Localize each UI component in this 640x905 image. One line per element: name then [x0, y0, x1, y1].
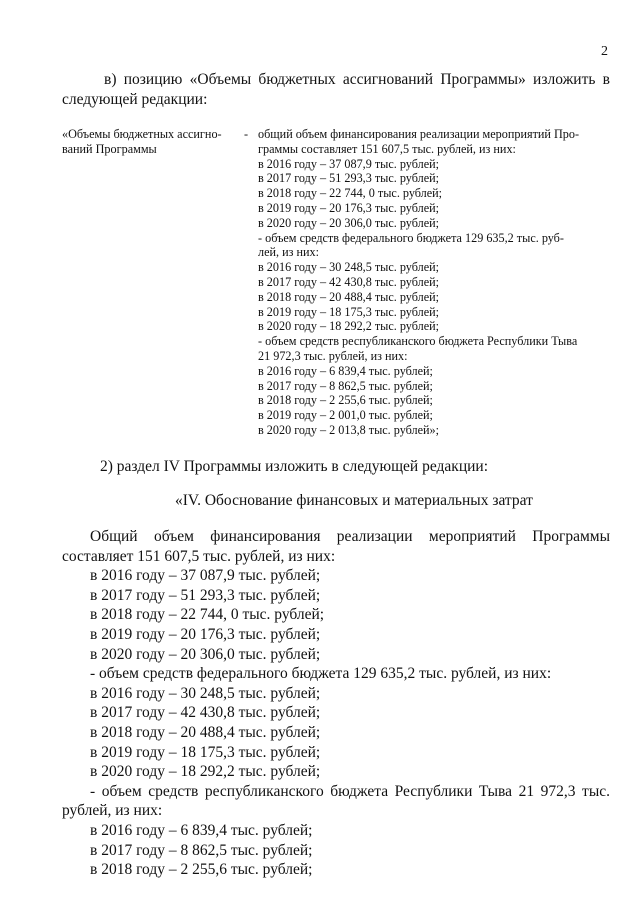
body-line: - объем средств федерального бюджета 129 635,2 тыс. рублей, из них: — [90, 665, 552, 683]
table-line: в 2017 году – 51 293,3 тыс. рублей; — [258, 171, 440, 186]
table-line: в 2019 году – 18 175,3 тыс. рублей; — [258, 304, 440, 319]
table-right-cell — [258, 127, 618, 438]
page-number: 2 — [601, 44, 608, 59]
table-dash: - — [244, 127, 249, 141]
table-line: - объем средств республиканского бюджета Республики Тыва — [258, 334, 578, 349]
body-line: в 2017 году – 8 862,5 тыс. рублей; — [90, 841, 313, 859]
table-line: в 2017 году – 42 430,8 тыс. рублей; — [258, 274, 440, 289]
body-line: в 2018 году – 20 488,4 тыс. рублей; — [90, 723, 321, 741]
body-first-paragraph: Общий объем финансирования реализации мероприятий Программы составляет 151 607,5 тыс. рублей, из них: — [62, 528, 610, 565]
body-line: в 2016 году – 6 839,4 тыс. рублей; — [90, 821, 313, 839]
table-line: в 2016 году – 37 087,9 тыс. рублей; — [258, 156, 440, 171]
table-line: в 2018 году – 20 488,4 тыс. рублей; — [258, 289, 440, 304]
table-line: в 2019 году – 20 176,3 тыс. рублей; — [258, 200, 440, 215]
section-instruction: 2) раздел IV Программы изложить в следующей редакции: — [100, 458, 489, 475]
section-heading: «IV. Обоснование финансовых и материальных затрат — [175, 492, 533, 509]
body-line: в 2019 году – 18 175,3 тыс. рублей; — [90, 743, 321, 761]
table-line: в 2016 году – 6 839,4 тыс. рублей; — [258, 363, 433, 378]
body-line: в 2016 году – 37 087,9 тыс. рублей; — [90, 567, 321, 585]
body-line: в 2017 году – 51 293,3 тыс. рублей; — [90, 586, 321, 604]
table-left-label: «Объемы бюджетных ассигно-ваний Программы — [62, 127, 222, 156]
table-line: лей, из них: — [258, 245, 320, 260]
table-line: в 2019 году – 2 001,0 тыс. рублей; — [258, 408, 433, 423]
table-line: граммы составляет 151 607,5 тыс. рублей, из них: — [258, 141, 516, 156]
body-line: в 2020 году – 18 292,2 тыс. рублей; — [90, 763, 321, 781]
table-line: общий объем финансирования реализации мероприятий Про- — [258, 127, 580, 141]
table-line: в 2018 году – 2 255,6 тыс. рублей; — [258, 393, 433, 408]
body-line: в 2018 году – 22 744, 0 тыс. рублей; — [90, 606, 325, 624]
table-line: в 2020 году – 20 306,0 тыс. рублей; — [258, 215, 440, 230]
section-body — [62, 527, 610, 880]
body-republic-paragraph: - объем средств республиканского бюджета Республики Тыва 21 972,3 тыс. рублей, из них: — [62, 782, 610, 820]
body-line: в 2016 году – 30 248,5 тыс. рублей; — [90, 684, 321, 702]
table-line: в 2018 году – 22 744, 0 тыс. рублей; — [258, 186, 443, 201]
body-line: в 2018 году – 2 255,6 тыс. рублей; — [90, 861, 313, 879]
body-line: в 2017 году – 42 430,8 тыс. рублей; — [90, 704, 321, 722]
body-line: в 2020 году – 20 306,0 тыс. рублей; — [90, 645, 321, 663]
table-line: в 2016 году – 30 248,5 тыс. рублей; — [258, 260, 440, 275]
body-line: в 2019 году – 20 176,3 тыс. рублей; — [90, 625, 321, 643]
table-line: в 2020 году – 2 013,8 тыс. рублей»; — [258, 422, 440, 437]
table-line: в 2020 году – 18 292,2 тыс. рублей; — [258, 319, 440, 334]
table-line: - объем средств федерального бюджета 129 635,2 тыс. руб- — [258, 230, 564, 245]
table-line: в 2017 году – 8 862,5 тыс. рублей; — [258, 378, 433, 393]
table-line: 21 972,3 тыс. рублей, из них: — [258, 348, 408, 363]
intro-paragraph: в) позицию «Объемы бюджетных ассигнований Программы» изложить в следующей редакции: — [62, 71, 610, 108]
